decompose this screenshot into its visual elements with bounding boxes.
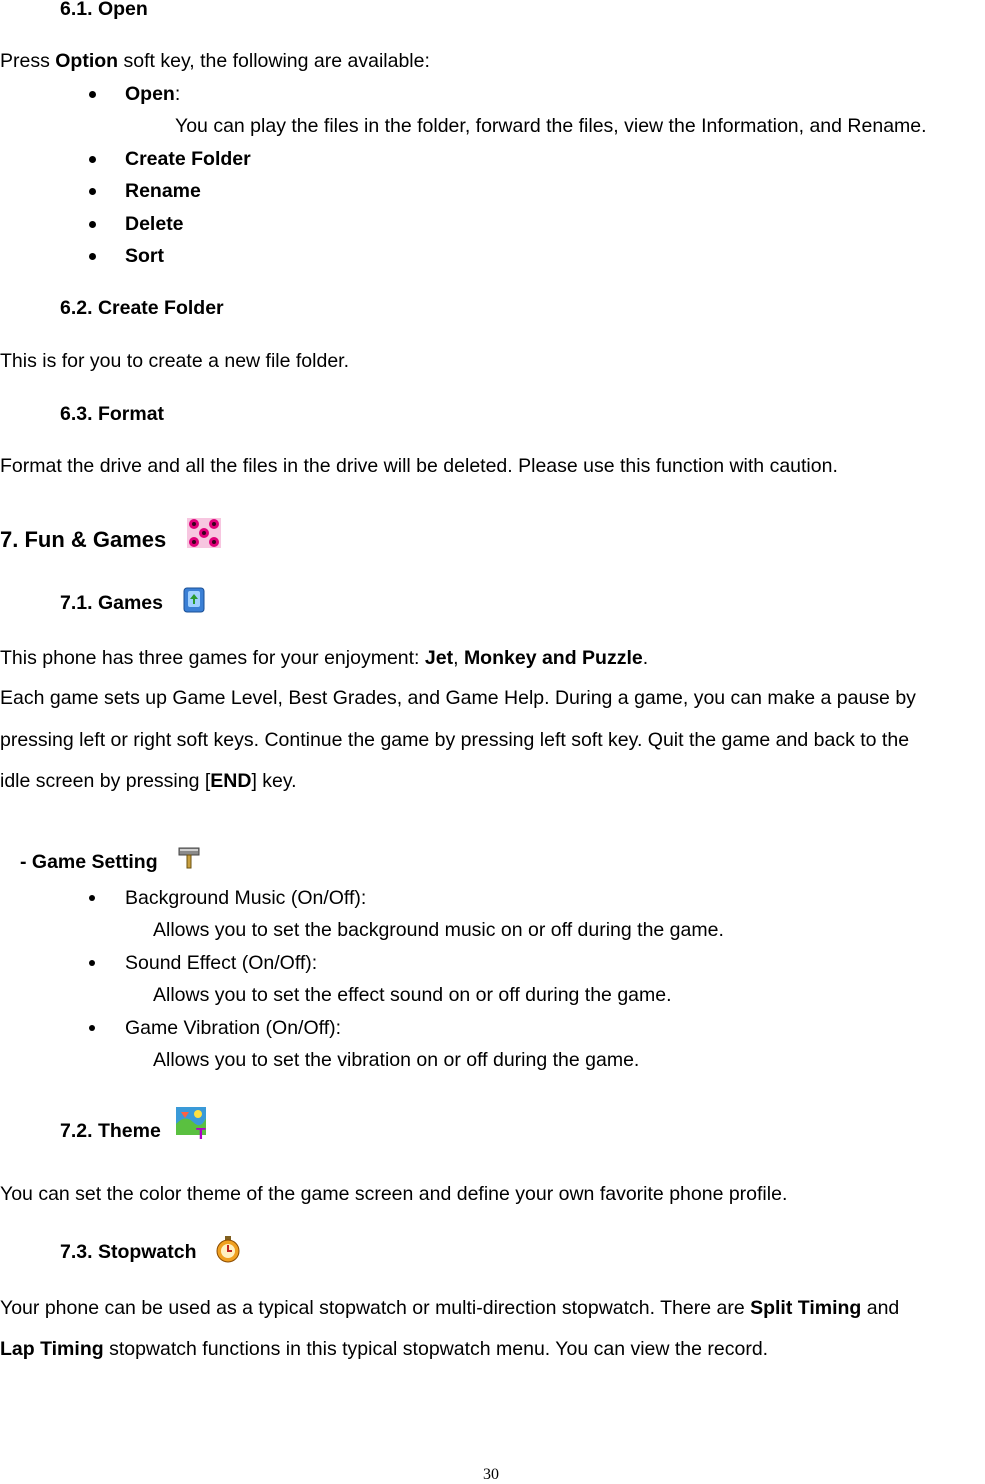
paragraph-6-2: This is for you to create a new file folder. — [0, 350, 350, 372]
games-sep: , — [453, 647, 464, 669]
paragraph-6-3: Format the drive and all the files in the drive will be deleted. Please use this function with caution. — [0, 455, 838, 477]
bullet-dot — [89, 221, 96, 228]
bullet-dot — [89, 91, 96, 98]
list-item-open — [125, 85, 180, 105]
setting-label: Sound Effect (On/Off): — [125, 952, 318, 974]
svg-text:T: T — [196, 1126, 206, 1142]
list-item-create-folder: Create Folder — [125, 148, 251, 170]
stopwatch-text: Your phone can be used as a typical stopwatch or multi-direction stopwatch. There are — [0, 1297, 751, 1319]
option-key: Option — [55, 50, 119, 72]
stopwatch-paragraph-line — [0, 1299, 899, 1319]
list-item-sort: Sort — [125, 245, 164, 267]
games-intro — [0, 649, 648, 669]
end-key: END — [210, 770, 252, 792]
section-heading-6-1: 6.1. Open — [60, 0, 148, 20]
option-intro — [0, 52, 430, 72]
games-paragraph-line — [0, 772, 297, 792]
games-paragraph-line: pressing left or right soft keys. Continue the game by pressing left soft key. Quit the game and back to the — [0, 729, 910, 751]
theme-icon — [175, 1106, 213, 1142]
game-setting-heading: - Game Setting — [20, 851, 158, 873]
bullet-dot — [89, 253, 96, 260]
list-item-rename: Rename — [125, 180, 201, 202]
split-timing: Split Timing — [750, 1297, 862, 1319]
games-line-end: ] key. — [251, 770, 297, 792]
section-heading-7-3: 7.3. Stopwatch — [60, 1241, 197, 1263]
game-card-icon — [183, 587, 205, 613]
page-number: 30 — [483, 1466, 499, 1483]
setting-description: Allows you to set the background music on or off during the game. — [153, 919, 724, 941]
hammer-icon — [176, 845, 202, 869]
list-item-label: Open — [125, 83, 175, 105]
stopwatch-text-end: stopwatch functions in this typical stopwatch menu. You can view the record. — [103, 1338, 769, 1360]
intro-text: Press — [0, 50, 56, 72]
bullet-dot — [89, 156, 96, 163]
games-intro-text: This phone has three games for your enjoyment: — [0, 647, 425, 669]
list-item-delete: Delete — [125, 213, 184, 235]
section-heading-6-3: 6.3. Format — [60, 403, 165, 425]
intro-text-end: soft key, the following are available: — [118, 50, 430, 72]
bullet-dot — [89, 895, 95, 901]
section-heading-6-2: 6.2. Create Folder — [60, 297, 224, 319]
games-paragraph-line: Each game sets up Game Level, Best Grades, and Game Help. During a game, you can make a pause by — [0, 687, 916, 709]
setting-description: Allows you to set the effect sound on or off during the game. — [153, 984, 672, 1006]
games-line-text: idle screen by pressing [ — [0, 770, 211, 792]
paragraph-7-2: You can set the color theme of the game screen and define your own favorite phone profile. — [0, 1183, 788, 1205]
section-heading-7: 7. Fun & Games — [0, 527, 167, 552]
stopwatch-text-end: and — [861, 1297, 900, 1319]
games-intro-end: . — [642, 647, 649, 669]
setting-label: Game Vibration (On/Off): — [125, 1017, 342, 1039]
bullet-dot — [89, 1025, 95, 1031]
stopwatch-icon — [215, 1235, 241, 1263]
dice-icon — [186, 517, 222, 549]
open-description: You can play the files in the folder, forward the files, view the Information, and Rename. — [175, 115, 927, 137]
setting-description: Allows you to set the vibration on or off during the game. — [153, 1049, 640, 1071]
lap-timing: Lap Timing — [0, 1338, 104, 1360]
bullet-dot — [89, 188, 96, 195]
setting-label: Background Music (On/Off): — [125, 887, 367, 909]
section-heading-7-1: 7.1. Games — [60, 592, 163, 614]
game-jet: Jet — [424, 647, 454, 669]
game-monkey-puzzle: Monkey and Puzzle — [463, 647, 643, 669]
bullet-dot — [89, 960, 95, 966]
stopwatch-paragraph-line — [0, 1340, 768, 1360]
list-item-colon: : — [174, 83, 181, 105]
section-heading-7-2: 7.2. Theme — [60, 1120, 161, 1142]
